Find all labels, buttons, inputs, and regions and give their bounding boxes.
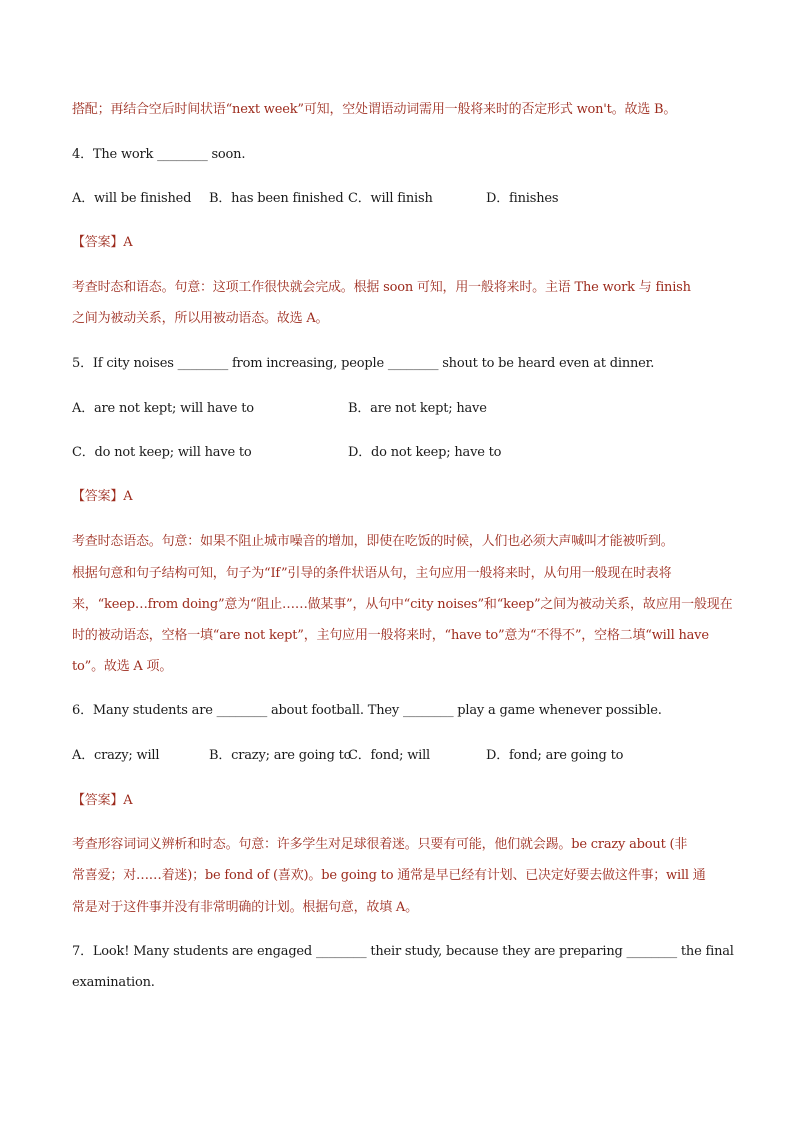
q6-answer: 【答案】A [72,793,133,808]
q4-answer: 【答案】A [72,235,133,250]
q5-option-c: C．do not keep; will have to [72,445,252,460]
q4-explanation-line-1: 考查时态和语态。句意：这项工作很快就会完成。根据 soon 可知，用一般将来时。主语 The work 与 finish [72,280,691,295]
q5-explanation-line-2: 根据句意和句子结构可知，句子为“If”引导的条件状语从句，主句应用一般将来时，从句用一般现在时表将 [72,566,672,581]
question-7-stem-line-2: examination. [72,975,155,990]
q5-explanation-line-4: 时的被动语态，空格一填“are not kept”，主句应用一般将来时，“have to”意为“不得不”，空格二填“will have [72,628,709,643]
q5-explanation-line-5: to”。故选 A 项。 [72,659,173,674]
q6-explanation-line-1: 考查形容词词义辨析和时态。句意：许多学生对足球很着迷。只要有可能，他们就会踢。be crazy about (非 [72,837,688,852]
q6-explanation-line-3: 常是对于这件事并没有非常明确的计划。根据句意，故填 A。 [72,900,418,915]
q4-option-d: D．finishes [486,191,559,206]
q5-option-a: A．are not kept; will have to [72,401,254,416]
q4-explanation-line-2: 之间为被动关系，所以用被动语态。故选 A。 [72,311,329,326]
q6-option-b: B．crazy; are going to [209,748,352,763]
q6-option-d: D．fond; are going to [486,748,624,763]
q6-option-a: A．crazy; will [72,748,160,763]
q5-explanation-line-1: 考查时态语态。句意：如果不阻止城市噪音的增加，即使在吃饭的时候，人们也必须大声喊叫才能被听到。 [72,534,674,549]
question-6-stem: 6．Many students are ________ about football. They ________ play a game whenever possible. [72,703,662,718]
q6-explanation-line-2: 常喜爱；对……着迷)；be fond of (喜欢)。be going to 通常是早已经有计划、已决定好要去做这件事；will 通 [72,868,706,883]
q5-explanation-line-3: 来，“keep…from doing”意为“阻止……做某事”，从句中“city noises”和“keep”之间为被动关系，故应用一般现在 [72,597,733,612]
question-5-stem: 5．If city noises ________ from increasing, people ________ shout to be heard even at dinner. [72,356,655,371]
q4-option-b: B．has been finished [209,191,344,206]
q5-answer: 【答案】A [72,489,133,504]
q5-option-d: D．do not keep; have to [348,445,502,460]
q4-option-c: C．will finish [348,191,433,206]
q6-option-c: C．fond; will [348,748,430,763]
q5-option-b: B．are not kept; have [348,401,487,416]
q4-option-a: A．will be finished [72,191,192,206]
prev-explanation-tail: 搭配；再结合空后时间状语“next week”可知，空处谓语动词需用一般将来时的否定形式 won't。故选 B。 [72,102,677,117]
question-7-stem-line-1: 7．Look! Many students are engaged ________ their study, because they are preparing ________ the final [72,944,734,959]
question-4-stem: 4．The work ________ soon. [72,147,246,162]
